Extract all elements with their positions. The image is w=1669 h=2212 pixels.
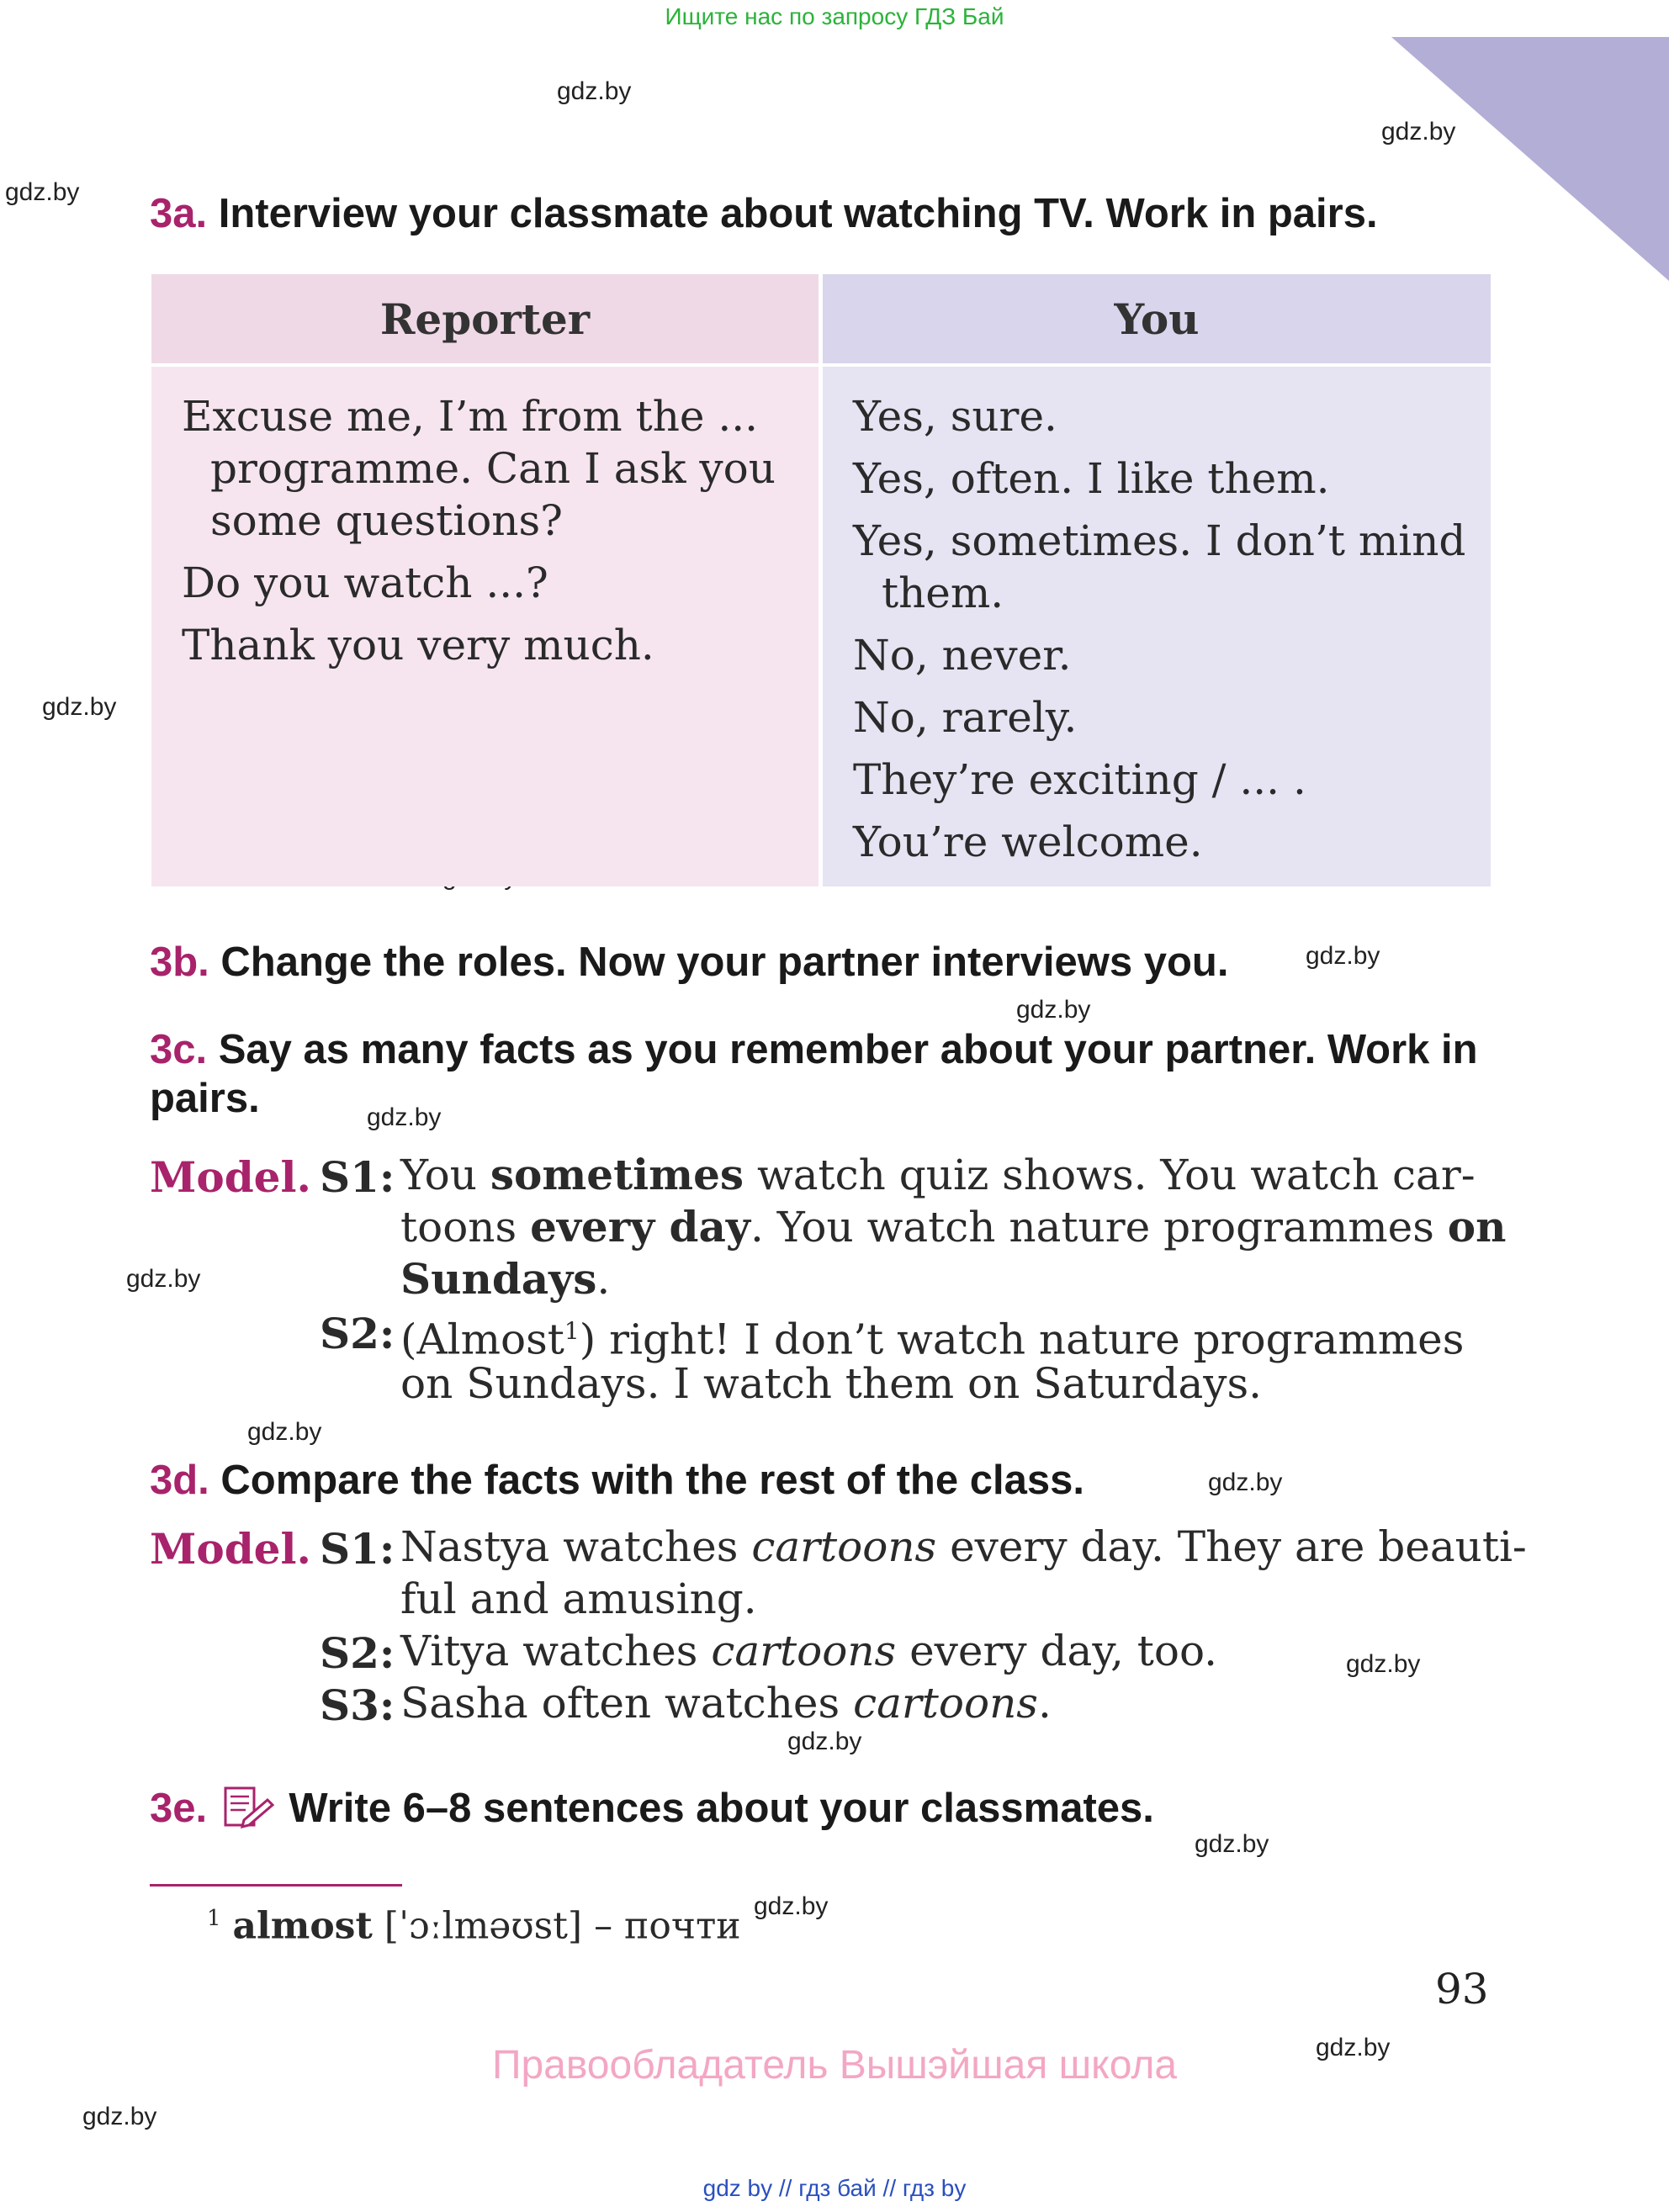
watermark: gdz.by <box>557 77 632 105</box>
speaker-s2: S2: <box>320 1309 395 1358</box>
model1-s1-line3: Sundays. <box>400 1254 611 1304</box>
task-3c <box>150 1024 1478 1075</box>
model-label: Model. <box>150 1524 311 1574</box>
reporter-header: Reporter <box>151 274 819 363</box>
footnote-translation: – почти <box>594 1904 741 1948</box>
task-number: 3c. <box>150 1027 208 1072</box>
watermark: gdz.by <box>754 1892 829 1920</box>
model-label: Model. <box>150 1152 311 1202</box>
watermark: gdz.by <box>82 2103 157 2130</box>
watermark: gdz.by <box>1346 1650 1421 1678</box>
you-line: You’re welcome. <box>853 818 1203 866</box>
corner-decoration <box>1391 37 1669 281</box>
dialogue-table <box>151 274 1491 886</box>
you-line: them. <box>882 569 1004 617</box>
you-column <box>823 274 1491 886</box>
reporter-line: Do you watch ...? <box>182 558 548 607</box>
watermark: gdz.by <box>367 1103 442 1131</box>
you-line: No, rarely. <box>853 693 1078 742</box>
task-number: 3b. <box>150 939 209 985</box>
reporter-line: programme. Can I ask you <box>210 444 776 493</box>
watermark: gdz.by <box>1381 118 1456 146</box>
header-link[interactable]: Ищите нас по запросу ГДЗ Бай <box>665 3 1004 29</box>
model2-s2-line1: Vitya watches cartoons every day, too. <box>400 1627 1218 1675</box>
speaker-s1: S1: <box>320 1524 395 1574</box>
you-line: They’re exciting / ... . <box>853 755 1306 804</box>
page-number: 93 <box>1435 1965 1489 2014</box>
you-header: You <box>823 274 1491 363</box>
header-divider <box>823 363 1491 367</box>
model2-s1-line2: ful and amusing. <box>400 1574 757 1623</box>
watermark: gdz.by <box>1016 996 1091 1024</box>
watermark: gdz.by <box>126 1265 201 1293</box>
footnote <box>207 1892 741 1953</box>
writing-icon <box>220 1783 276 1830</box>
watermark: gdz.by <box>1195 1830 1269 1858</box>
task-3c-continuation <box>150 1073 260 1124</box>
model1-s2-line2: on Sundays. I watch them on Saturdays. <box>400 1359 1263 1408</box>
watermark: gdz.by <box>42 693 117 721</box>
task-number: 3d. <box>150 1458 209 1503</box>
model1-s1-line1: You sometimes watch quiz shows. You watch car- <box>400 1150 1476 1199</box>
task-text: Write 6–8 sentences about your classmates. <box>289 1786 1154 1831</box>
model2-s1-line1: Nastya watches cartoons every day. They are beauti- <box>400 1522 1527 1571</box>
reporter-line: some questions? <box>210 496 563 545</box>
reporter-line: Thank you very much. <box>182 621 654 669</box>
task-number: 3e. <box>150 1786 208 1831</box>
footnote-divider <box>150 1884 402 1887</box>
watermark: gdz.by <box>1316 2034 1391 2061</box>
reporter-column <box>151 274 819 886</box>
speaker-s3: S3: <box>320 1680 395 1730</box>
task-text: pairs. <box>150 1076 260 1121</box>
footer-links[interactable]: gdz by // гдз бай // гдз by <box>702 2175 967 2201</box>
task-text: Change the roles. Now your partner interviews you. <box>220 939 1229 985</box>
model2-s3-line1: Sasha often watches cartoons. <box>400 1679 1052 1728</box>
watermark: gdz.by <box>1208 1468 1283 1496</box>
speaker-s1: S1: <box>320 1152 395 1202</box>
model1-s1-line2: toons every day. You watch nature programmes on <box>400 1202 1507 1252</box>
footnote-word: almost <box>232 1904 373 1948</box>
watermark: gdz.by <box>247 1418 322 1446</box>
footnote-transcription: [ˈɔːlməʊst] <box>384 1904 583 1948</box>
task-3a <box>150 188 1378 239</box>
model1-s2-line1: (Almost$^1$) right! I don’t watch nature programmes <box>400 1315 1465 1364</box>
watermark: gdz.by <box>5 178 80 206</box>
task-text: Say as many facts as you remember about your partner. Work in <box>218 1027 1478 1072</box>
task-text: Interview your classmate about watching TV. Work in pairs. <box>218 191 1378 236</box>
copyright-owner: Правообладатель Вышэйшая школа <box>491 2043 1178 2088</box>
footnote-mark: 1 <box>207 1906 221 1931</box>
you-line: Yes, often. I like them. <box>853 454 1330 503</box>
task-3b <box>150 937 1228 987</box>
reporter-line: Excuse me, I’m from the ... <box>182 392 759 441</box>
speaker-s2: S2: <box>320 1628 395 1678</box>
watermark: gdz.by <box>787 1728 862 1755</box>
task-3d <box>150 1455 1084 1506</box>
task-number: 3a. <box>150 191 208 236</box>
task-3e <box>150 1783 1154 1834</box>
watermark: gdz.by <box>1306 942 1380 970</box>
header-divider <box>151 363 819 367</box>
you-line: Yes, sometimes. I don’t mind <box>853 516 1466 565</box>
footnote-mark: 1 <box>564 1317 580 1345</box>
you-line: No, never. <box>853 631 1072 680</box>
task-text: Compare the facts with the rest of the class. <box>220 1458 1084 1503</box>
you-line: Yes, sure. <box>853 392 1057 441</box>
